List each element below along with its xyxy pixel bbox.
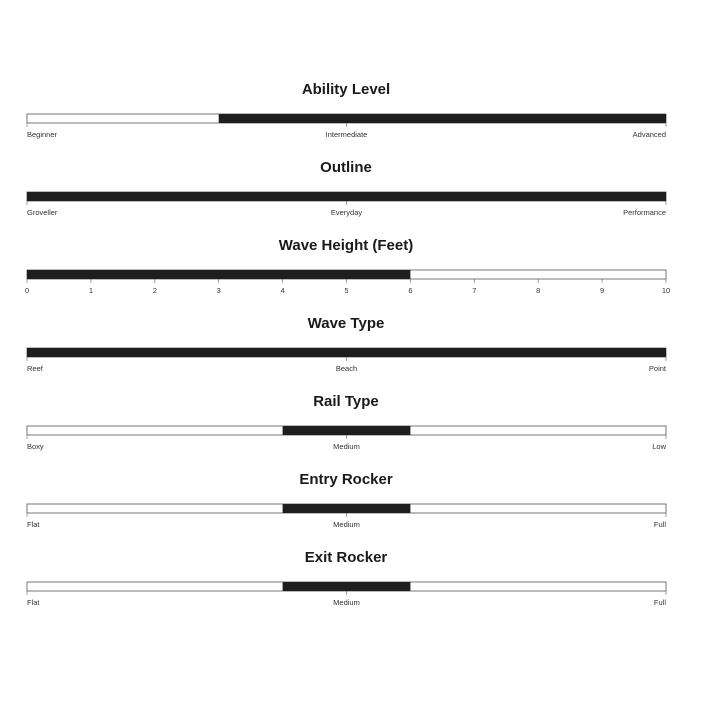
- spec-tick-label-10: 10: [661, 286, 671, 295]
- spec-outline: [27, 159, 666, 217]
- spec-title-ability-level: Ability Level: [301, 81, 391, 98]
- spec-tick-label-7: 7: [472, 286, 477, 295]
- spec-tick-label-performance: Performance: [623, 208, 666, 217]
- spec-tick-label-medium: Medium: [333, 598, 360, 607]
- spec-tick-label-medium: Medium: [333, 520, 360, 529]
- spec-tick-label-1: 1: [88, 286, 93, 295]
- spec-tick-label-2: 2: [152, 286, 157, 295]
- spec-fill-rail-type: [283, 426, 411, 435]
- spec-tick-label-groveller: Groveller: [27, 208, 58, 217]
- spec-tick-label-point: Point: [648, 364, 666, 373]
- spec-tick-label-beach: Beach: [335, 364, 358, 373]
- spec-wave-type: [27, 315, 667, 373]
- spec-tick-label-5: 5: [344, 286, 349, 295]
- spec-fill-outline: [27, 192, 666, 201]
- spec-tick-label-flat: Flat: [27, 520, 40, 529]
- spec-fill-entry-rocker: [283, 504, 411, 513]
- spec-exit-rocker: [27, 549, 666, 607]
- spec-tick-label-everyday: Everyday: [330, 208, 363, 217]
- spec-ability-level: [27, 81, 666, 139]
- spec-tick-label-low: Low: [652, 442, 666, 451]
- spec-fill-wave-type: [27, 348, 666, 357]
- spec-entry-rocker: [27, 471, 666, 529]
- spec-tick-label-advanced: Advanced: [632, 130, 666, 139]
- spec-wave-height-feet: [25, 237, 670, 295]
- spec-rail-type: [27, 393, 667, 451]
- spec-tick-label-0: 0: [24, 286, 30, 295]
- spec-tick-label-full: Full: [653, 520, 666, 529]
- spec-tick-label-beginner: Beginner: [27, 130, 58, 139]
- spec-tick-label-intermediate: Intermediate: [325, 130, 368, 139]
- spec-tick-label-full: Full: [653, 598, 666, 607]
- spec-tick-label-flat: Flat: [27, 598, 40, 607]
- spec-fill-wave-height-feet: [27, 270, 410, 279]
- spec-title-rail-type: Rail Type: [313, 393, 379, 410]
- spec-tick-label-reef: Reef: [27, 364, 43, 373]
- spec-tick-label-3: 3: [216, 286, 221, 295]
- spec-tick-label-8: 8: [536, 286, 541, 295]
- spec-title-exit-rocker: Exit Rocker: [304, 549, 388, 566]
- spec-title-outline: Outline: [320, 159, 372, 176]
- spec-fill-ability-level: [219, 114, 666, 123]
- spec-title-wave-type: Wave Type: [307, 315, 385, 332]
- spec-fill-exit-rocker: [283, 582, 411, 591]
- spec-title-entry-rocker: Entry Rocker: [299, 471, 393, 488]
- spec-tick-label-boxy: Boxy: [27, 442, 44, 451]
- spec-tick-label-4: 4: [280, 286, 285, 295]
- spec-tick-label-6: 6: [408, 286, 413, 295]
- spec-tick-label-9: 9: [600, 286, 605, 295]
- spec-title-wave-height-feet: Wave Height (Feet): [278, 237, 414, 254]
- spec-tick-label-medium: Medium: [333, 442, 360, 451]
